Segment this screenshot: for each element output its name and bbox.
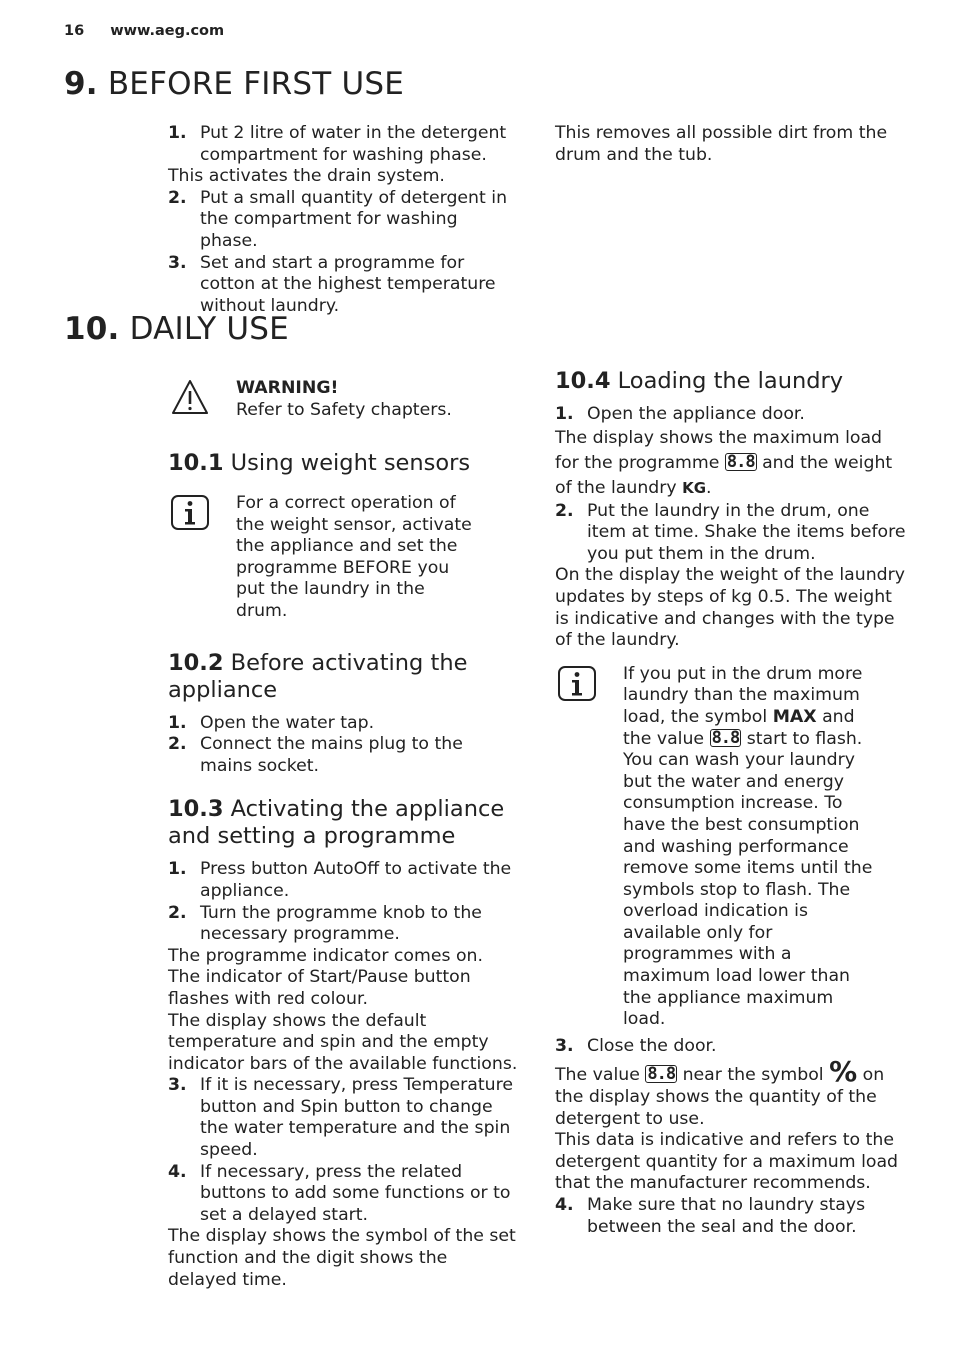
segment-display-icon: 8.8	[726, 451, 755, 472]
detergent-paragraph: The value 8.8 near the symbol % on the display shows the quantity of the detergent to use.	[555, 1055, 885, 1129]
list-item: 2. Put a small quantity of detergent in the compartment for washing phase.	[168, 187, 508, 251]
list-item: 1. Open the water tap.	[168, 712, 375, 733]
warning-triangle-icon	[170, 378, 210, 423]
list-item: 2. Connect the mains plug to the mains socket.	[168, 734, 463, 776]
left-column: WARNING! Refer to Safety chapters. 10.1 Using weight sensors For a correct operation of the weight sensor, activate the appliance and set the programme BEFORE you put the laundry in the drum. 10.2 Before activating the appliance 1. Open the water tap. 2. Connect the mains plug to the mains socket. 10.3 Activating the appliance and setting a programme 1. Press button AutoOff to activate the appliance. 2. Turn the programme knob to the necessary programme. The programme indicator comes on. The indicator of Start/Pause button flashes with red colour. The display shows the default temperature and spin and the empty indicator bars of the available functions. 3. If it is necessary, press Temperature button and Spin button to change the water temperature and the spin speed. 4. If necessary, press the related buttons to add some functions or to set a delayed start. The display shows the symbol of the set function and the digit shows the delayed time.	[168, 378, 520, 1291]
list-item: 4. Make sure that no laundry stays between the seal and the door.	[555, 1195, 866, 1237]
section-9-title: 9. BEFORE FIRST USE	[64, 66, 405, 102]
list-item: 1. Open the appliance door.	[555, 404, 805, 424]
page-number: 16	[64, 23, 85, 39]
list-item: 3. Close the door.	[555, 1035, 717, 1056]
heading-10-2: 10.2 Before activating the appliance	[168, 649, 468, 703]
overload-note-text: If you put in the drum more laundry than the maximum load, the symbol MAX and the value 8.8 start to flash. You can wash your laundry but the water and energy consumption increase. To have the best consumption and washing performance remove some items until the symbols stop to flash. The overload indication is available only for programmes with a maximum load lower than the appliance maximum load.	[623, 663, 873, 1030]
info-note-overload	[555, 664, 907, 1031]
warning-box	[168, 378, 520, 426]
step-note: This activates the drain system.	[168, 166, 445, 187]
info-icon	[557, 666, 597, 709]
list-item: 3. If it is necessary, press Temperature button and Spin button to change the water temperature and the spin speed.	[168, 1075, 513, 1161]
list-item: 1. Put 2 litre of water in the detergent compartment for washing phase.	[168, 123, 507, 165]
warning-text: Refer to Safety chapters.	[236, 399, 452, 420]
section-9-steps	[168, 123, 520, 317]
warning-title: WARNING!	[236, 378, 339, 398]
list-item: 3. Set and start a programme for cotton at the highest temperature without laundry.	[168, 252, 496, 316]
section-9-result: This removes all possible dirt from the drum and the tub.	[555, 123, 888, 165]
right-column: 10.4 Loading the laundry 1. Open the appliance door. The display shows the maximum load for the programme 8.8 and the weight of the laundry KG. 2. Put the laundry in the drum, one item at time. Shake the items before you put them in the drum. On the display the weight of the laundry updates by steps of kg 0.5. The weight is indicative and changes with the type of the laundry. If you put in the drum more laundry than the maximum load, the symbol MAX and the value 8.8 start to flash. You can wash your laundry but the water and energy consumption increase. To have the best consumption and washing performance remove some items until the symbols stop to flash. The overload indication is available only for programmes with a maximum load lower than the appliance maximum load. 3. Close the door. The value 8.8 near the symbol % on the display shows the quantity of the detergent to use. This data is indicative and refers to the detergent quantity for a maximum load that the manufacturer recommends. 4. Make sure that no laundry stays between the seal and the door.	[555, 368, 906, 1237]
site-url: www.aeg.com	[110, 23, 225, 39]
kg-symbol: KG	[682, 478, 707, 497]
segment-display-icon: 8.8	[647, 1064, 676, 1085]
heading-10-1: 10.1 Using weight sensors	[168, 450, 471, 476]
max-symbol: MAX	[772, 706, 817, 727]
percent-symbol: %	[829, 1055, 858, 1089]
info-icon	[170, 495, 210, 538]
display-load-paragraph: The display shows the maximum load for the programme 8.8 and the weight of the laundry KG.	[555, 427, 893, 498]
list-item: 1. Press button AutoOff to activate the appliance.	[168, 859, 512, 901]
section-10-title: 10. DAILY USE	[64, 311, 289, 347]
list-item: 4. If necessary, press the related buttons to add some functions or to set a delayed start.	[168, 1161, 511, 1225]
segment-display-icon: 8.8	[711, 727, 740, 748]
list-item: 2. Turn the programme knob to the necessary programme.	[168, 902, 482, 945]
heading-10-3: 10.3 Activating the appliance and setting a programme	[168, 796, 505, 850]
list-item: 2. Put the laundry in the drum, one item at time. Shake the items before you put them in the drum.	[555, 500, 906, 564]
page-header	[64, 23, 250, 39]
heading-10-4: 10.4 Loading the laundry	[555, 368, 844, 394]
info-note-weight-sensor: For a correct operation of the weight sensor, activate the appliance and set the programme BEFORE you put the laundry in the drum.	[168, 493, 520, 623]
